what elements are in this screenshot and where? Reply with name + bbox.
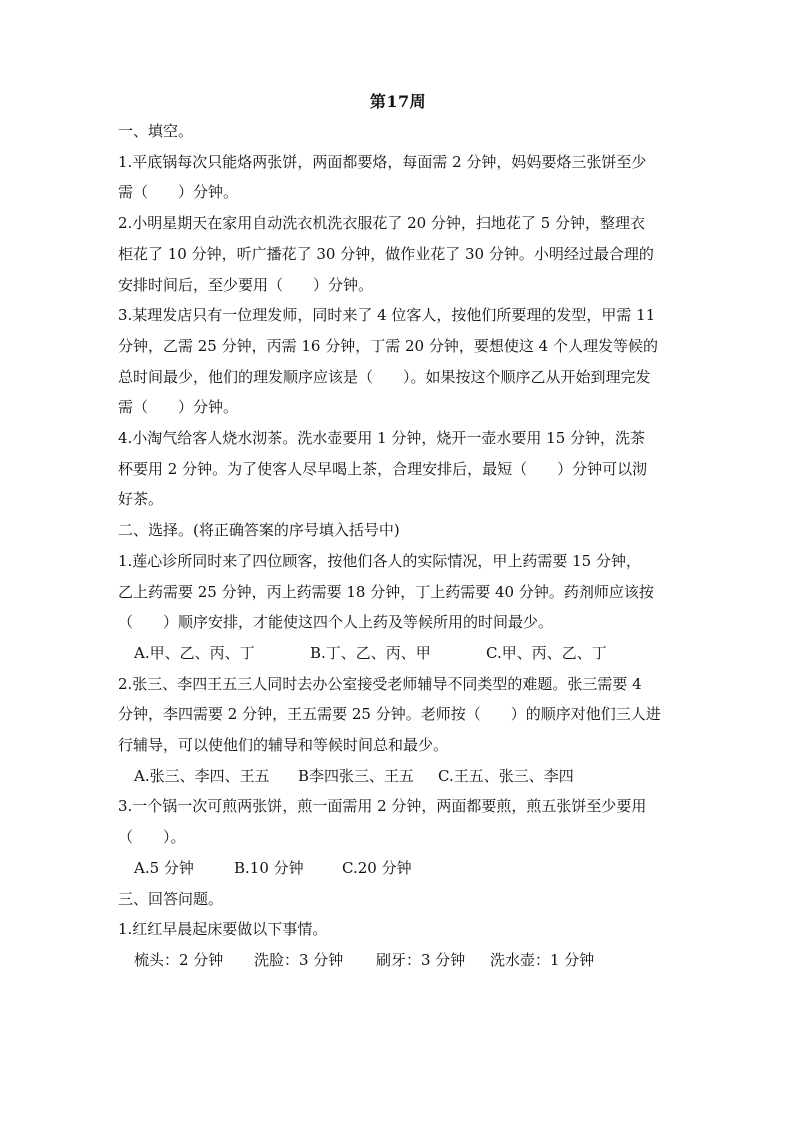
task-brush-teeth: 刷牙：3 分钟 [376, 950, 466, 969]
question-2-line-1: 2.小明星期天在家用自动洗衣机洗衣服花了 20 分钟，扫地花了 5 分钟，整理衣 [118, 214, 646, 233]
question-3-line-3: 总时间最少，他们的理发顺序应该是（ ）。如果按这个顺序乙从开始到理完发 [118, 367, 651, 386]
choice-1-line-1: 1.莲心诊所同时来了四位顾客，按他们各人的实际情况，甲上药需要 15 分钟， [118, 551, 641, 570]
choice-3-option-a: A.5 分钟 [134, 858, 194, 877]
choice-3-option-b: B.10 分钟 [234, 858, 304, 877]
task-list [118, 945, 678, 976]
question-2-line-3: 安排时间后，至少要用（ ）分钟。 [118, 275, 374, 294]
choice-1-option-b: B.丁、乙、丙、甲 [310, 643, 431, 662]
choice-1-option-a: A.甲、乙、丙、丁 [134, 643, 255, 662]
choice-2-options [118, 761, 678, 792]
choice-2-option-a: A.张三、李四、王五 [134, 766, 270, 785]
question-3-line-4: 需（ ）分钟。 [118, 398, 239, 417]
choice-2-option-c: C.王五、张三、李四 [438, 766, 574, 785]
question-2-line-2: 柜花了 10 分钟，听广播花了 30 分钟，做作业花了 30 分钟。小明经过最合理的 [118, 244, 654, 263]
answer-1-intro: 1.红红早晨起床要做以下事情。 [118, 920, 328, 939]
worksheet-page [118, 92, 678, 976]
choice-1-line-2: 乙上药需要 25 分钟，丙上药需要 18 分钟，丁上药需要 40 分钟。药剂师应该按 [118, 582, 654, 601]
question-4-line-3: 好茶。 [118, 490, 164, 509]
question-3-line-2: 分钟，乙需 25 分钟，丙需 16 分钟，丁需 20 分钟，要想使这 4 个人理发等候的 [118, 336, 658, 355]
section-heading-answer: 三、回答问题。 [118, 889, 224, 908]
choice-3-options [118, 853, 678, 884]
choice-1-option-c: C.甲、丙、乙、丁 [486, 643, 607, 662]
choice-2-option-b: B李四张三、王五 [298, 766, 415, 785]
question-1-line-1: 1.平底锅每次只能烙两张饼，两面都要烙，每面需 2 分钟，妈妈要烙三张饼至少 [118, 152, 647, 171]
choice-3-line-2: （ ）。 [118, 828, 186, 847]
question-1-line-2: 需（ ）分钟。 [118, 183, 239, 202]
section-heading-choice: 二、选择。(将正确答案的序号填入括号中) [118, 521, 400, 540]
choice-2-line-2: 分钟，李四需要 2 分钟，王五需要 25 分钟。老师按（ ）的顺序对他们三人进 [118, 705, 661, 724]
question-3-line-1: 3.某理发店只有一位理发师，同时来了 4 位客人，按他们所要理的发型，甲需 11 [118, 306, 656, 325]
task-wash-face: 洗脸：3 分钟 [254, 950, 344, 969]
choice-2-line-3: 行辅导，可以使他们的辅导和等候时间总和最少。 [118, 736, 449, 755]
choice-3-line-1: 3.一个锅一次可煎两张饼，煎一面需用 2 分钟，两面都要煎，煎五张饼至少要用 [118, 797, 647, 816]
choice-3-option-c: C.20 分钟 [342, 858, 412, 877]
section-heading-fill-blank: 一、填空。 [118, 122, 194, 140]
choice-2-line-1: 2.张三、李四王五三人同时去办公室接受老师辅导不同类型的难题。张三需要 4 [118, 674, 642, 693]
page-title: 第17周 [369, 92, 427, 111]
choice-1-line-3: （ ）顺序安排，才能使这四个人上药及等候所用的时间最少。 [118, 613, 554, 632]
task-comb-hair: 梳头：2 分钟 [134, 950, 224, 969]
question-4-line-1: 4.小淘气给客人烧水沏茶。洗水壶要用 1 分钟，烧开一壶水要用 15 分钟，洗茶 [118, 429, 646, 448]
task-wash-kettle: 洗水壶：1 分钟 [490, 950, 595, 969]
choice-1-options [118, 638, 678, 669]
question-4-line-2: 杯要用 2 分钟。为了使客人尽早喝上茶，合理安排后，最短（ ）分钟可以沏 [118, 459, 648, 478]
